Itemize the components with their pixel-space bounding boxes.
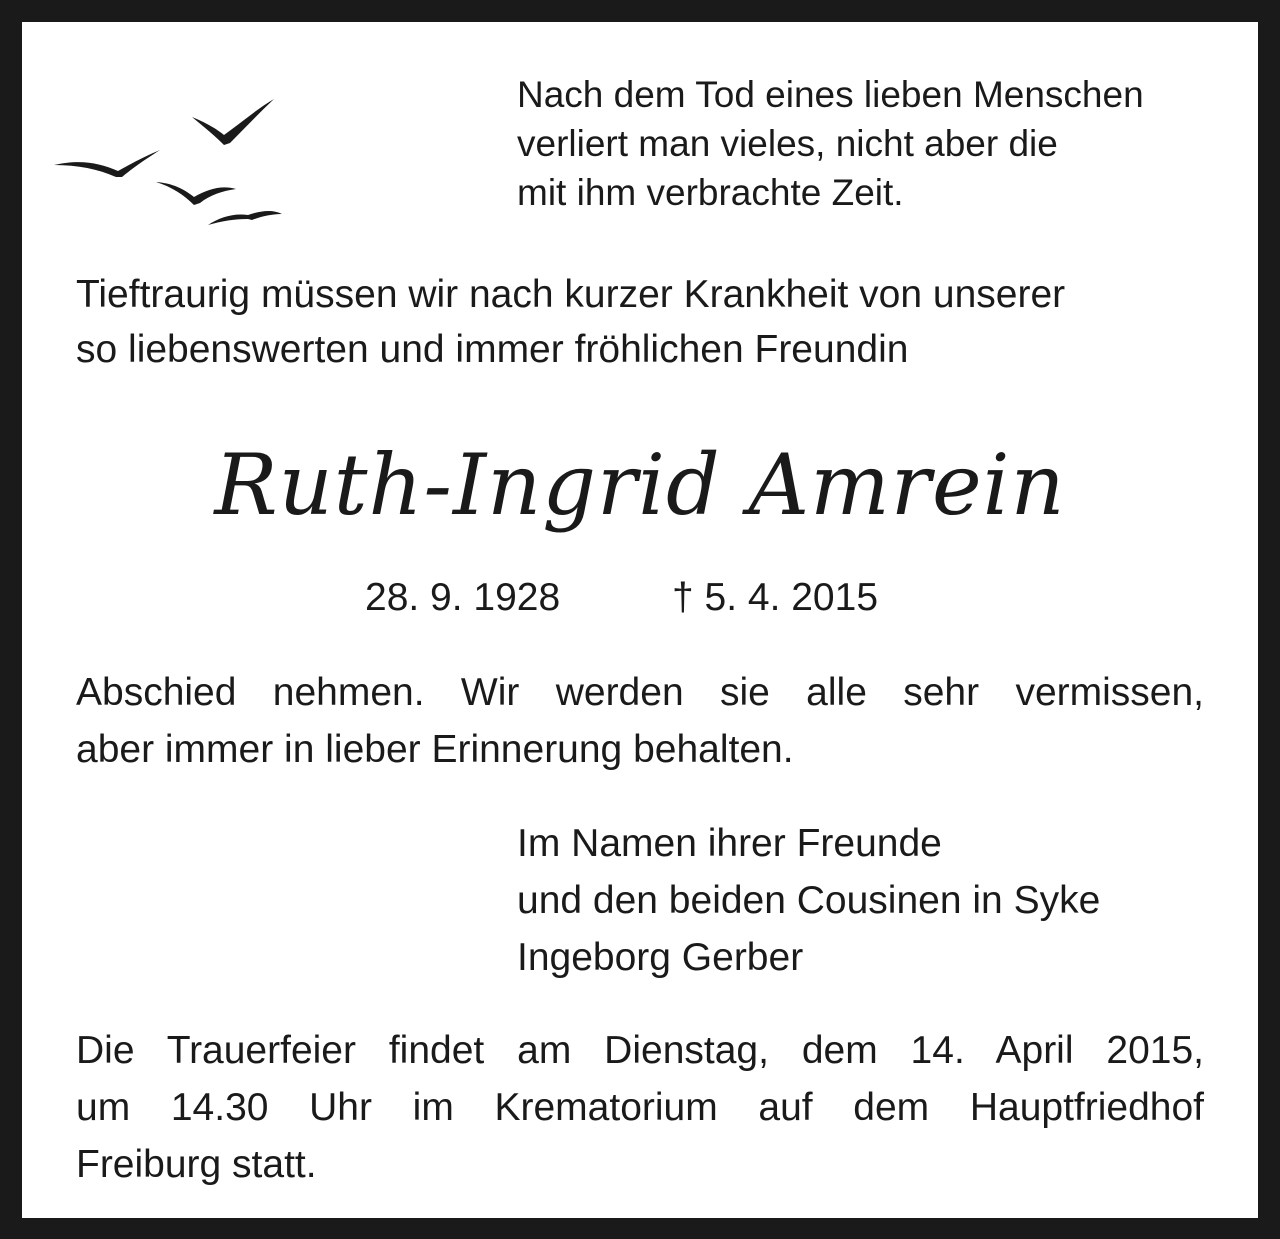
bird-2	[54, 150, 160, 177]
bird-1	[192, 99, 274, 145]
bird-4	[208, 211, 282, 225]
deceased-name: Ruth-Ingrid Amrein	[214, 436, 1066, 534]
farewell-line: Abschied nehmen. Wir werden sie alle sehr vermissen,	[76, 671, 1204, 714]
farewell-line: aber immer in lieber Erinnerung behalten.	[76, 728, 794, 771]
signature-line: Im Namen ihrer Freunde	[517, 822, 942, 865]
signature-line: Ingeborg Gerber	[517, 936, 804, 979]
service-line: um 14.30 Uhr im Krematorium auf dem Hauptfriedhof	[76, 1086, 1204, 1129]
quote-line: mit ihm verbrachte Zeit.	[517, 172, 904, 213]
obituary-notice	[22, 22, 1258, 1218]
intro-line: so liebenswerten und immer fröhlichen Freundin	[76, 328, 909, 371]
bird-3	[156, 182, 236, 205]
service-line: Freiburg statt.	[76, 1143, 317, 1186]
funeral-service-info	[76, 1022, 1204, 1193]
intro-text	[76, 267, 1204, 377]
quote-line: Nach dem Tod eines lieben Menschen	[517, 74, 1144, 115]
intro-line: Tieftraurig müssen wir nach kurzer Krankheit von unserer	[76, 273, 1066, 316]
quote-line: verliert man vieles, nicht aber die	[517, 123, 1058, 164]
birth-date: 28. 9. 1928	[365, 576, 561, 619]
flying-birds-icon	[52, 67, 292, 237]
signature-line: und den beiden Cousinen in Syke	[517, 879, 1101, 922]
farewell-text	[76, 664, 1204, 778]
service-line: Die Trauerfeier findet am Dienstag, dem 14. April 2015,	[76, 1029, 1204, 1072]
opening-quote	[517, 70, 1237, 217]
signature-block	[517, 815, 1237, 986]
death-date: † 5. 4. 2015	[672, 576, 879, 619]
